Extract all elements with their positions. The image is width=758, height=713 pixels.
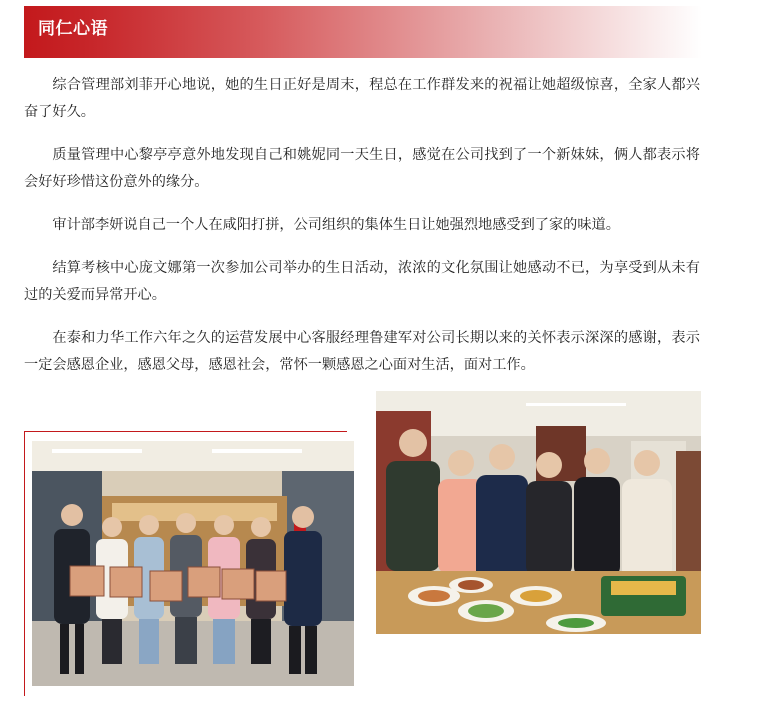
paragraph: 结算考核中心庞文娜第一次参加公司举办的生日活动，浓浓的文化氛围让她感动不已，为享受到从未有过的关爱而异常开心。 — [24, 260, 700, 303]
paragraph: 综合管理部刘菲开心地说，她的生日正好是周末，程总在工作群发来的祝福让她超级惊喜，全家人都兴奋了好久。 — [24, 77, 700, 120]
paragraph: 质量管理中心黎亭亭意外地发现自己和姚妮同一天生日，感觉在公司找到了一个新妹妹，俩人都表示将会好好珍惜这份意外的缘分。 — [24, 147, 700, 190]
group-photo-gift-boxes — [32, 441, 354, 686]
section-title: 同仁心语 — [38, 19, 108, 39]
paragraph: 审计部李妍说自己一个人在咸阳打拼，公司组织的集体生日让她强烈地感受到了家的味道。 — [52, 217, 620, 233]
article-body — [24, 72, 700, 395]
group-photo-dining-table — [376, 391, 701, 634]
section-header-bar — [24, 6, 702, 58]
paragraph: 在泰和力华工作六年之久的运营发展中心客服经理鲁建军对公司长期以来的关怀表示深深的感谢，表示一定会感恩企业，感恩父母，感恩社会，常怀一颗感恩之心面对生活，面对工作。 — [24, 330, 700, 373]
